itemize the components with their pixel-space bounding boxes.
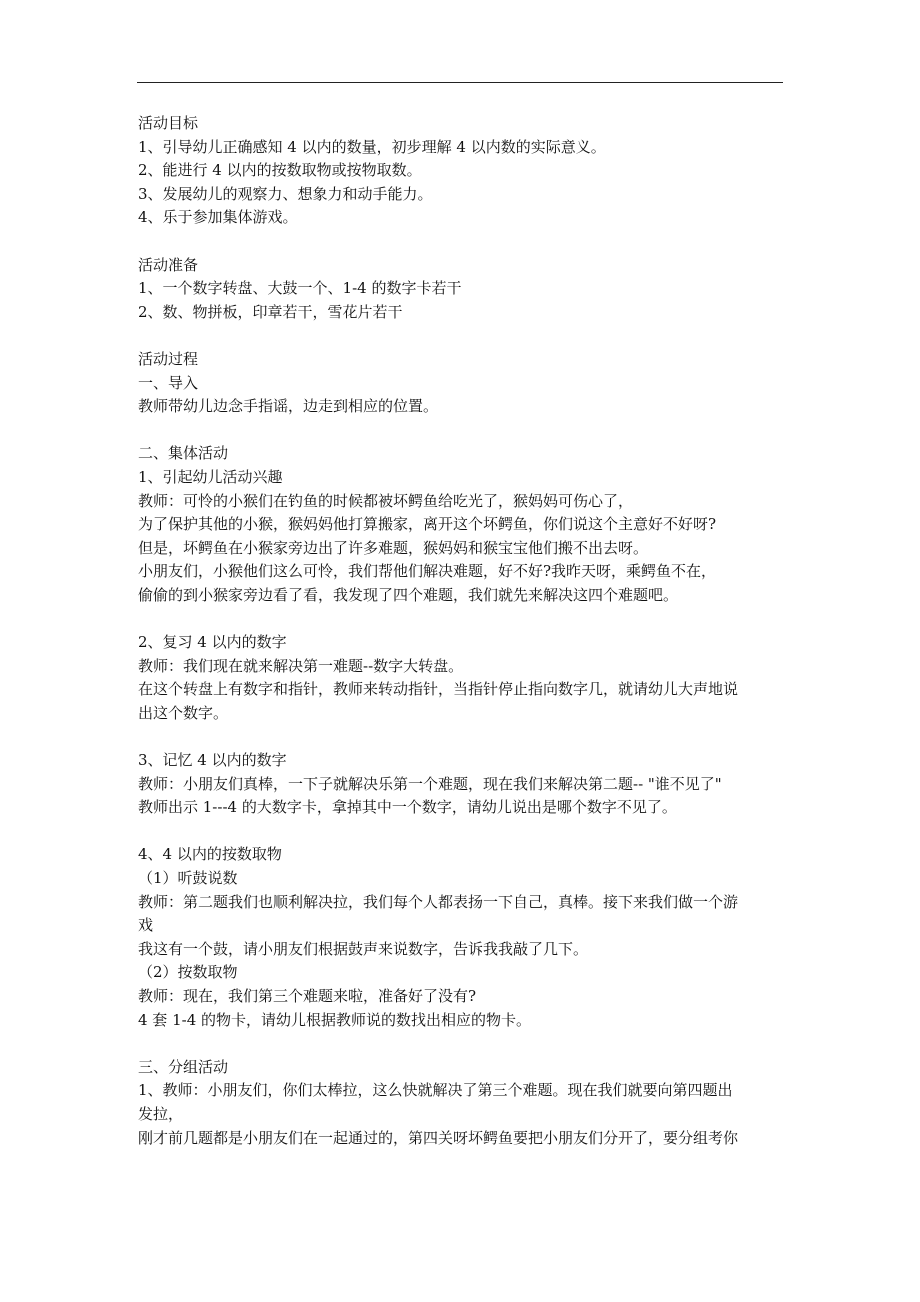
section — [138, 631, 788, 725]
section — [138, 1056, 788, 1150]
paragraph-gap — [138, 230, 788, 254]
text-line: （1）听鼓说数 — [138, 869, 238, 887]
text-line: 发拉， — [138, 1104, 184, 1123]
text-line: 1、教师：小朋友们，你们太棒拉，这么快就解决了第三个难题。现在我们就要向第四题出 — [138, 1081, 733, 1100]
section-heading: 3、记忆 4 以内的数字 — [138, 751, 287, 770]
text-line: （2）按数取物 — [138, 963, 238, 982]
text-line: 4 套 1-4 的物卡，请幼儿根据教师说的数找出相应的物卡。 — [138, 1010, 532, 1029]
text-line: 一、导入 — [138, 373, 199, 392]
text-line: 教师出示 1---4 的大数字卡，拿掉其中一个数字，请幼儿说出是哪个数字不见了。 — [138, 798, 677, 817]
text-line: 小朋友们，小猴他们这么可怜，我们帮他们解决难题，好不好?我昨天呀，乘鳄鱼不在， — [138, 562, 717, 581]
section-heading: 活动过程 — [138, 349, 199, 368]
section — [138, 442, 788, 607]
document-body — [138, 112, 788, 1150]
text-line: 为了保护其他的小猴，猴妈妈他打算搬家，离开这个坏鳄鱼，你们说这个主意好不好呀? — [138, 515, 717, 534]
paragraph-gap — [138, 419, 788, 443]
section-heading: 二、集体活动 — [138, 444, 229, 463]
text-line: 戏 — [138, 916, 154, 935]
text-line: 1、引导幼儿正确感知 4 以内的数量，初步理解 4 以内数的实际意义。 — [138, 137, 606, 156]
section-heading: 2、复习 4 以内的数字 — [138, 633, 287, 652]
text-line: 我这有一个鼓，请小朋友们根据鼓声来说数字，告诉我我敲了几下。 — [138, 939, 589, 958]
text-line: 2、能进行 4 以内的按数取物或按物取数。 — [138, 161, 422, 180]
text-line: 教师：可怜的小猴们在钓鱼的时候都被坏鳄鱼给吃光了，猴妈妈可伤心了， — [138, 491, 634, 510]
text-line: 教师：第二题我们也顺利解决拉，我们每个人都表扬一下自己，真棒。接下来我们做一个游 — [138, 892, 739, 911]
text-line: 教师：小朋友们真棒，一下子就解决乐第一个难题，现在我们来解决第二题-- "谁不见了" — [138, 774, 722, 793]
paragraph-gap — [138, 820, 788, 844]
paragraph-gap — [138, 324, 788, 348]
text-line: 4、乐于参加集体游戏。 — [138, 208, 298, 227]
section-heading: 活动准备 — [138, 255, 199, 274]
text-line: 3、发展幼儿的观察力、想象力和动手能力。 — [138, 184, 433, 203]
text-line: 教师：我们现在就来解决第一难题--数字大转盘。 — [138, 656, 464, 675]
section — [138, 749, 788, 820]
section — [138, 112, 788, 230]
text-line: 在这个转盘上有数字和指针，教师来转动指针，当指针停止指向数字几，就请幼儿大声地说 — [138, 680, 739, 699]
text-line: 但是，坏鳄鱼在小猴家旁边出了许多难题，猴妈妈和猴宝宝他们搬不出去呀。 — [138, 538, 649, 557]
text-line: 1、一个数字转盘、大鼓一个、1-4 的数字卡若干 — [138, 279, 462, 298]
header-rule — [137, 82, 783, 83]
text-line: 教师：现在，我们第三个难题来啦，准备好了没有? — [138, 986, 477, 1005]
text-line: 2、数、物拼板，印章若干，雪花片若干 — [138, 302, 403, 321]
paragraph-gap — [138, 1032, 788, 1056]
section — [138, 843, 788, 1032]
text-line: 1、引起幼儿活动兴趣 — [138, 467, 283, 486]
text-line: 出这个数字。 — [138, 703, 229, 722]
section-heading: 三、分组活动 — [138, 1057, 229, 1076]
text-line: 偷偷的到小猴家旁边看了看，我发现了四个难题，我们就先来解决这四个难题吧。 — [138, 585, 679, 604]
section — [138, 348, 788, 419]
text-line: 教师带幼儿边念手指谣，边走到相应的位置。 — [138, 397, 439, 416]
section — [138, 254, 788, 325]
section-heading: 活动目标 — [138, 114, 199, 132]
paragraph-gap — [138, 725, 788, 749]
section-heading: 4、4 以内的按数取物 — [138, 845, 282, 864]
text-line: 刚才前几题都是小朋友们在一起通过的，第四关呀坏鳄鱼要把小朋友们分开了，要分组考你 — [138, 1128, 739, 1147]
paragraph-gap — [138, 607, 788, 631]
